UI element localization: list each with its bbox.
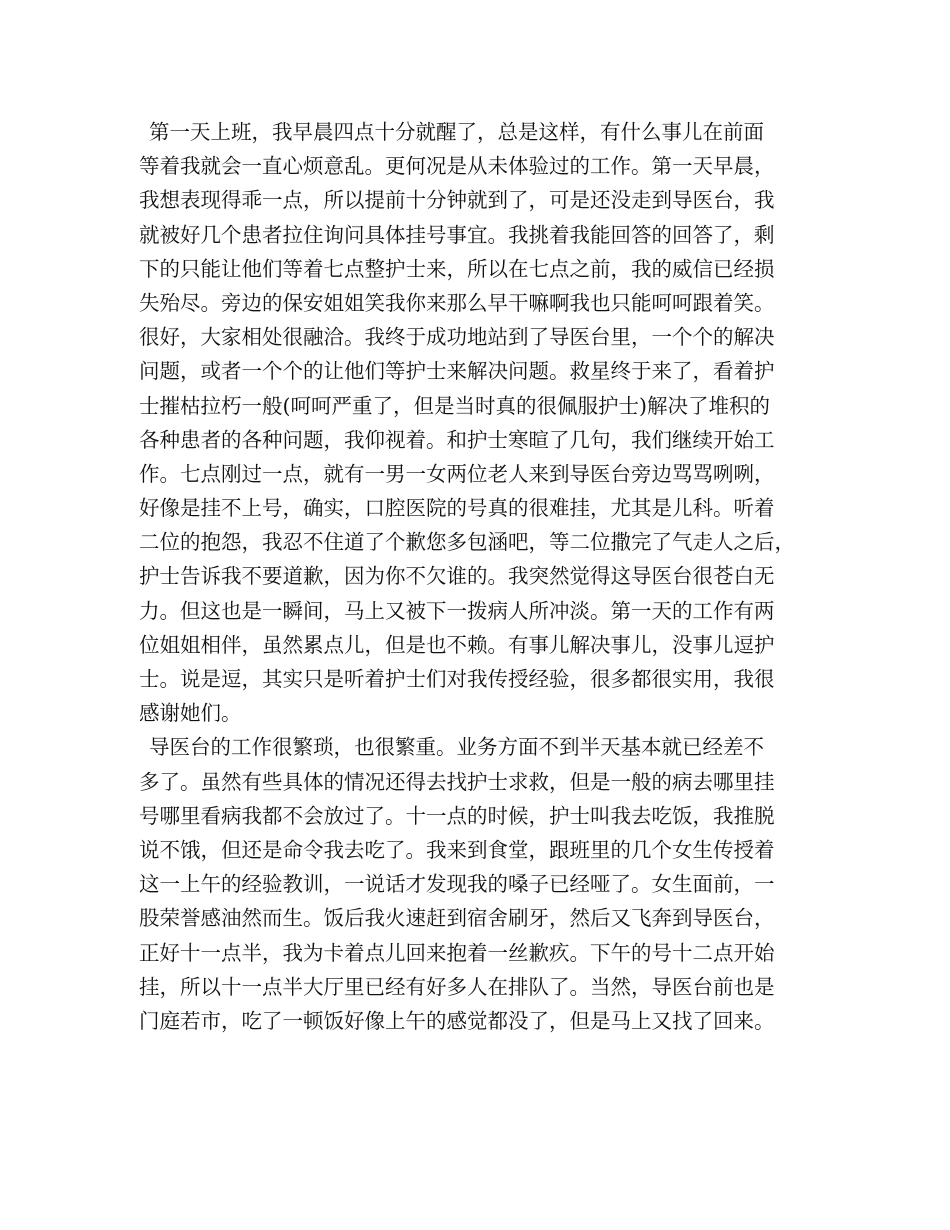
paragraph-1-line-1: 第一天上班，我早晨四点十分就醒了，总是这样，有什么事儿在前面 <box>149 120 764 144</box>
paragraph-1-line-10: 各种患者的各种问题，我仰视着。和护士寒暄了几句，我们继续开始工 <box>139 427 775 452</box>
paragraph-1-line-8: 问题，或者一个个的让他们等护士来解决问题。救星终于来了，看着护 <box>139 359 775 384</box>
paragraph-1-line-6: 失殆尽。旁边的保安姐姐笑我你来那么早干嘛啊我也只能呵呵跟着笑。 <box>139 290 775 315</box>
paragraph-2-line-4: 说不饿，但还是命令我去吃了。我来到食堂，跟班里的几个女生传授着 <box>139 837 775 862</box>
paragraph-1-line-9: 士摧枯拉朽一般(呵呵严重了，但是当时真的很佩服护士)解决了堆积的 <box>139 393 770 418</box>
paragraph-1-line-17: 士。说是逗，其实只是听着护士们对我传授经验，很多都很实用，我很 <box>139 667 775 691</box>
paragraph-1-line-13: 二位的抱怨，我忍不住道了个歉您多包涵吧，等二位撒完了气走人之后， <box>139 530 795 555</box>
document-body <box>139 115 829 1038</box>
paragraph-1-line-12: 好像是挂不上号，确实，口腔医院的号真的很难挂，尤其是儿科。听着 <box>139 496 775 521</box>
paragraph-1-line-2: 等着我就会一直心烦意乱。更何况是从未体验过的工作。第一天早晨， <box>139 154 775 179</box>
paragraph-1-line-7: 很好，大家相处很融洽。我终于成功地站到了导医台里，一个个的解决 <box>139 325 775 350</box>
paragraph-1-line-4: 就被好几个患者拉住询问具体挂号事宜。我挑着我能回答的回答了，剩 <box>139 222 775 247</box>
paragraph-1-line-18: 感谢她们。 <box>139 701 242 726</box>
paragraph-2-line-7: 正好十一点半，我为卡着点儿回来抱着一丝歉疚。下午的号十二点开始 <box>139 940 775 965</box>
paragraph-2-line-3: 号哪里看病我都不会放过了。十一点的时候，护士叫我去吃饭，我推脱 <box>139 803 775 828</box>
paragraph-1-line-16: 位姐姐相伴，虽然累点儿，但是也不赖。有事儿解决事儿，没事儿逗护 <box>139 632 775 657</box>
paragraph-2-line-6: 股荣誉感油然而生。饭后我火速赶到宿舍刷牙，然后又飞奔到导医台， <box>139 906 775 931</box>
paragraph-2-line-1: 导医台的工作很繁琐，也很繁重。业务方面不到半天基本就已经差不 <box>149 735 764 760</box>
paragraph-1-line-14: 护士告诉我不要道歉，因为你不欠谁的。我突然觉得这导医台很苍白无 <box>139 564 775 589</box>
paragraph-1-line-15: 力。但这也是一瞬间，马上又被下一拨病人所冲淡。第一天的工作有两 <box>139 598 775 623</box>
paragraph-1-line-3: 我想表现得乖一点，所以提前十分钟就到了，可是还没走到导医台，我 <box>139 188 775 213</box>
paragraph-1-line-11: 作。七点刚过一点，就有一男一女两位老人来到导医台旁边骂骂咧咧， <box>139 461 775 486</box>
paragraph-2-line-9: 门庭若市，吃了一顿饭好像上午的感觉都没了，但是马上又找了回来。 <box>139 1008 775 1033</box>
paragraph-2-line-5: 这一上午的经验教训，一说话才发现我的嗓子已经哑了。女生面前，一 <box>139 872 775 897</box>
paragraph-1-line-5: 下的只能让他们等着七点整护士来，所以在七点之前，我的威信已经损 <box>139 256 775 281</box>
paragraph-2-line-2: 多了。虽然有些具体的情况还得去找护士求救，但是一般的病去哪里挂 <box>139 769 775 794</box>
paragraph-2-line-8: 挂，所以十一点半大厅里已经有好多人在排队了。当然，导医台前也是 <box>139 974 775 999</box>
